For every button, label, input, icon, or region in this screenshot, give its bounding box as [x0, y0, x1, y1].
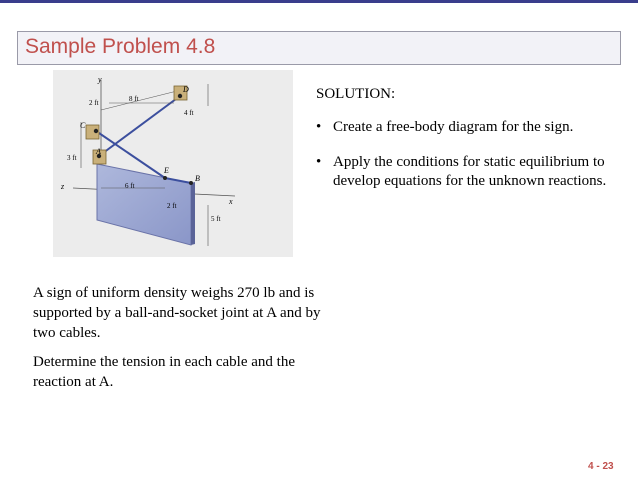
dim-label-2ft-bottom: 2 ft — [167, 202, 177, 210]
solution-heading: SOLUTION: — [316, 86, 396, 102]
sign-figure — [53, 70, 293, 257]
problem-question: Determine the tension in each cable and the reaction at A. — [33, 354, 295, 390]
wall-line — [101, 90, 181, 110]
support-c — [86, 125, 99, 139]
dim-label-3ft: 3 ft — [67, 154, 77, 162]
dim-label-5ft: 5 ft — [211, 215, 221, 223]
dim-label-6ft: 6 ft — [125, 182, 135, 190]
solution-bullet — [316, 153, 616, 191]
label-d: D — [183, 85, 189, 94]
point-e — [163, 176, 167, 180]
sign-diagram — [53, 70, 293, 257]
label-a: A — [96, 147, 101, 156]
point-b — [189, 181, 193, 185]
slide-title: Sample Problem 4.8 — [25, 35, 216, 58]
dim-label-8ft: 8 ft — [129, 95, 139, 103]
dim-label-4ft: 4 ft — [184, 109, 194, 117]
top-rule — [0, 0, 638, 3]
label-b: B — [195, 174, 200, 183]
label-z: z — [61, 182, 65, 191]
sign-panel-edge — [191, 182, 195, 245]
cable-ad — [99, 96, 180, 156]
label-x: x — [229, 197, 233, 206]
bullet-dot-icon: • — [316, 119, 322, 135]
dim-label-2ft-top: 2 ft — [89, 99, 99, 107]
label-e: E — [164, 166, 169, 175]
solution-bullet-text: Apply the conditions for static equilibrium to develop equations for the unknown reactions. — [333, 154, 607, 189]
sign-panel — [97, 164, 191, 245]
bullet-dot-icon: • — [316, 154, 322, 170]
page-number: 4 - 23 — [588, 461, 614, 472]
label-y: y — [98, 75, 102, 84]
problem-statement: A sign of uniform density weighs 270 lb and is supported by a ball-and-socket joint at A and by two cables. — [33, 285, 321, 341]
solution-bullet — [316, 118, 616, 137]
label-c: C — [80, 121, 86, 130]
solution-bullet-text: Create a free-body diagram for the sign. — [333, 119, 574, 135]
